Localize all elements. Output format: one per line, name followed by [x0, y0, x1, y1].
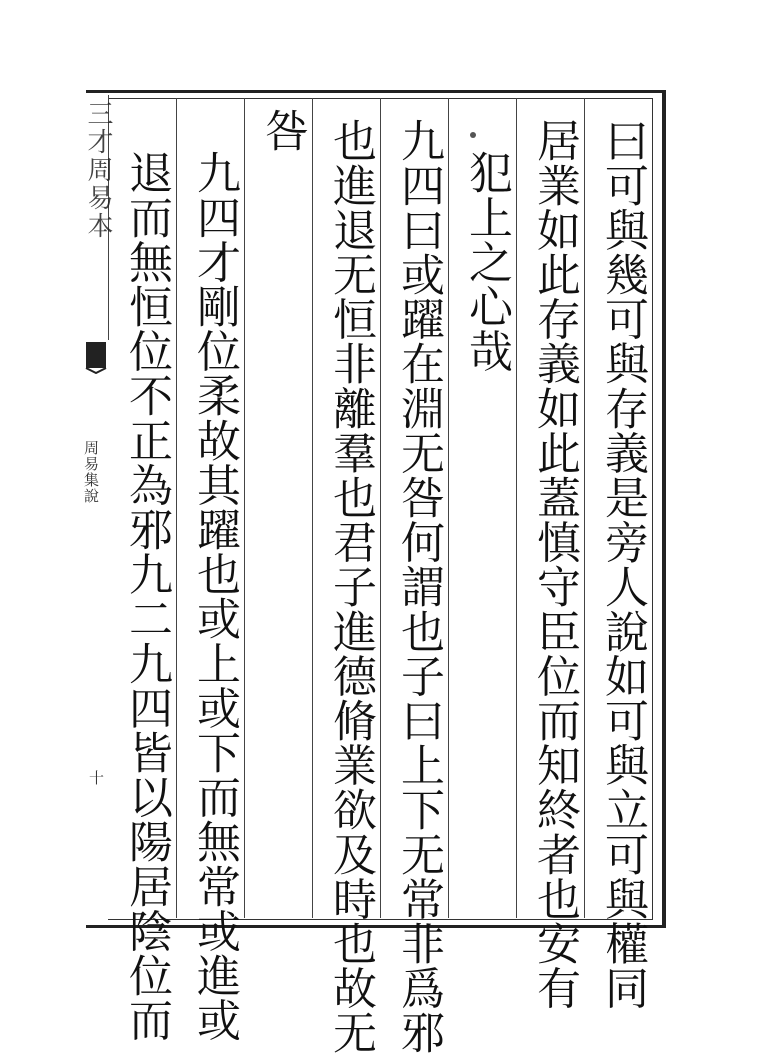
column-rule	[380, 98, 381, 918]
column-rule	[312, 98, 313, 918]
column-rule	[176, 98, 177, 918]
text-column-4: 九四曰或躍在淵无咎何謂也子曰上下无常非爲邪	[393, 118, 444, 1055]
margin-page-number: 十	[87, 770, 105, 785]
column-rule	[516, 98, 517, 918]
column-rule	[244, 98, 245, 918]
text-column-7: 九四才剛位柔故其躍也或上或下而無常或進或	[189, 150, 240, 1042]
text-column-2: 居業如此存義如此蓋慎守臣位而知終者也安有	[529, 118, 580, 1010]
column-rule	[448, 98, 449, 918]
margin-title: 三才周易本	[83, 100, 113, 240]
column-rule	[584, 98, 585, 918]
punctuation-dot	[470, 132, 476, 138]
text-column-8: 退而無恒位不正為邪九二九四皆以陽居陰位而	[121, 150, 172, 1042]
text-column-6: 咎	[257, 108, 308, 153]
text-column-3: 犯上之心哉	[461, 150, 512, 373]
text-column-5: 也進退无恒非離羣也君子進德脩業欲及時也故无	[325, 118, 376, 1055]
fishtail-mark-icon	[84, 340, 108, 374]
margin-book-title: 周易集說	[82, 440, 100, 504]
text-column-1: 曰可與幾可與存義是旁人說如可與立可與權同	[597, 118, 648, 1010]
